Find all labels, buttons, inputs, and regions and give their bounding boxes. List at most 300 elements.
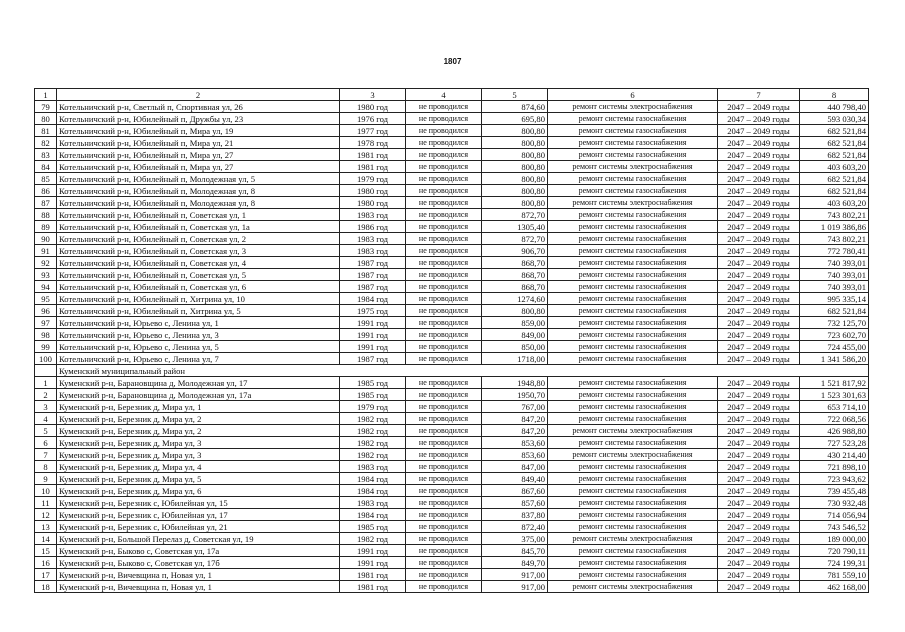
cost-cell: 1 523 301,63 — [800, 389, 869, 401]
work-type-cell: ремонт системы газоснабжения — [548, 353, 718, 365]
address-cell: Котельничский р-н, Юбилейный п, Мира ул, 19 — [57, 125, 340, 137]
table-row — [35, 437, 869, 449]
year-built-cell: 1980 год — [340, 185, 406, 197]
area-cell: 847,20 — [482, 425, 548, 437]
year-built-cell: 1981 год — [340, 581, 406, 593]
repair-period-cell: 2047 – 2049 годы — [718, 377, 800, 389]
last-repair-cell: не проводился — [406, 149, 482, 161]
table-row — [35, 353, 869, 365]
address-cell: Котельничский р-н, Юрьево с, Ленина ул, 7 — [57, 353, 340, 365]
cost-cell: 720 790,11 — [800, 545, 869, 557]
cost-cell: 1 341 586,20 — [800, 353, 869, 365]
repair-period-cell: 2047 – 2049 годы — [718, 329, 800, 341]
address-cell: Котельничский р-н, Юбилейный п, Советская ул, 1 — [57, 209, 340, 221]
repair-period-cell: 2047 – 2049 годы — [718, 569, 800, 581]
row-number-cell: 93 — [35, 269, 57, 281]
area-cell: 375,00 — [482, 533, 548, 545]
repair-period-cell: 2047 – 2049 годы — [718, 137, 800, 149]
address-cell: Котельничский р-н, Юбилейный п, Советская ул, 2 — [57, 233, 340, 245]
cost-cell: 995 335,14 — [800, 293, 869, 305]
cost-cell: 682 521,84 — [800, 149, 869, 161]
work-type-cell: ремонт системы газоснабжения — [548, 293, 718, 305]
area-cell: 857,60 — [482, 497, 548, 509]
work-type-cell: ремонт системы электроснабжения — [548, 533, 718, 545]
cost-cell: 723 943,62 — [800, 473, 869, 485]
table-row — [35, 221, 869, 233]
address-cell: Куменский р-н, Быково с, Советская ул, 17б — [57, 557, 340, 569]
address-cell: Куменский р-н, Березник д, Мира ул, 1 — [57, 401, 340, 413]
last-repair-cell: не проводился — [406, 557, 482, 569]
section-spacer-cell — [35, 365, 57, 377]
year-built-cell: 1977 год — [340, 125, 406, 137]
repair-period-cell: 2047 – 2049 годы — [718, 521, 800, 533]
row-number-cell: 81 — [35, 125, 57, 137]
last-repair-cell: не проводился — [406, 305, 482, 317]
table-row — [35, 269, 869, 281]
row-number-cell: 11 — [35, 497, 57, 509]
work-type-cell: ремонт системы газоснабжения — [548, 473, 718, 485]
table-row — [35, 461, 869, 473]
row-number-cell: 88 — [35, 209, 57, 221]
cost-cell: 724 199,31 — [800, 557, 869, 569]
address-cell: Котельничский р-н, Юбилейный п, Молодежная ул, 8 — [57, 197, 340, 209]
area-cell: 1948,80 — [482, 377, 548, 389]
area-cell: 695,80 — [482, 113, 548, 125]
row-number-cell: 1 — [35, 377, 57, 389]
repair-period-cell: 2047 – 2049 годы — [718, 341, 800, 353]
repair-period-cell: 2047 – 2049 годы — [718, 401, 800, 413]
last-repair-cell: не проводился — [406, 161, 482, 173]
address-cell: Куменский р-н, Березник д, Мира ул, 4 — [57, 461, 340, 473]
last-repair-cell: не проводился — [406, 245, 482, 257]
work-type-cell: ремонт системы газоснабжения — [548, 545, 718, 557]
area-cell: 849,40 — [482, 473, 548, 485]
row-number-cell: 4 — [35, 413, 57, 425]
last-repair-cell: не проводился — [406, 413, 482, 425]
work-type-cell: ремонт системы электроснабжения — [548, 101, 718, 113]
cost-cell: 732 125,70 — [800, 317, 869, 329]
area-cell: 868,70 — [482, 269, 548, 281]
table-row — [35, 377, 869, 389]
repair-period-cell: 2047 – 2049 годы — [718, 233, 800, 245]
table-row — [35, 149, 869, 161]
area-cell: 872,70 — [482, 209, 548, 221]
table-row — [35, 329, 869, 341]
table-row — [35, 113, 869, 125]
year-built-cell: 1979 год — [340, 173, 406, 185]
address-cell: Котельничский р-н, Юбилейный п, Хитрина ул, 5 — [57, 305, 340, 317]
repair-period-cell: 2047 – 2049 годы — [718, 545, 800, 557]
year-built-cell: 1983 год — [340, 209, 406, 221]
area-cell: 917,00 — [482, 569, 548, 581]
address-cell: Куменский р-н, Быково с, Советская ул, 17а — [57, 545, 340, 557]
area-cell: 800,80 — [482, 149, 548, 161]
year-built-cell: 1984 год — [340, 509, 406, 521]
last-repair-cell: не проводился — [406, 389, 482, 401]
work-type-cell: ремонт системы газоснабжения — [548, 125, 718, 137]
repair-period-cell: 2047 – 2049 годы — [718, 437, 800, 449]
address-cell: Котельничский р-н, Юбилейный п, Советская ул, 1а — [57, 221, 340, 233]
page-number: 1807 — [443, 57, 462, 66]
table-row — [35, 557, 869, 569]
cost-cell: 739 455,48 — [800, 485, 869, 497]
work-type-cell: ремонт системы газоснабжения — [548, 389, 718, 401]
year-built-cell: 1979 год — [340, 401, 406, 413]
repair-period-cell: 2047 – 2049 годы — [718, 113, 800, 125]
address-cell: Куменский р-н, Березник д, Мира ул, 2 — [57, 425, 340, 437]
last-repair-cell: не проводился — [406, 137, 482, 149]
area-cell: 800,80 — [482, 185, 548, 197]
column-header: 4 — [406, 89, 482, 101]
cost-cell: 743 802,21 — [800, 233, 869, 245]
year-built-cell: 1987 год — [340, 257, 406, 269]
repair-period-cell: 2047 – 2049 годы — [718, 293, 800, 305]
repair-period-cell: 2047 – 2049 годы — [718, 173, 800, 185]
work-type-cell: ремонт системы газоснабжения — [548, 569, 718, 581]
row-number-cell: 97 — [35, 317, 57, 329]
repair-period-cell: 2047 – 2049 годы — [718, 557, 800, 569]
last-repair-cell: не проводился — [406, 473, 482, 485]
repair-period-cell: 2047 – 2049 годы — [718, 197, 800, 209]
row-number-cell: 91 — [35, 245, 57, 257]
year-built-cell: 1991 год — [340, 557, 406, 569]
area-cell: 1274,60 — [482, 293, 548, 305]
area-cell: 847,00 — [482, 461, 548, 473]
cost-cell: 721 898,10 — [800, 461, 869, 473]
last-repair-cell: не проводился — [406, 293, 482, 305]
work-type-cell: ремонт системы электроснабжения — [548, 581, 718, 593]
address-cell: Котельничский р-н, Юбилейный п, Хитрина ул, 10 — [57, 293, 340, 305]
row-number-cell: 96 — [35, 305, 57, 317]
table-row — [35, 413, 869, 425]
column-header: 6 — [548, 89, 718, 101]
repair-schedule-table — [34, 88, 869, 593]
column-header: 3 — [340, 89, 406, 101]
year-built-cell: 1984 год — [340, 473, 406, 485]
work-type-cell: ремонт системы газоснабжения — [548, 461, 718, 473]
work-type-cell: ремонт системы газоснабжения — [548, 245, 718, 257]
work-type-cell: ремонт системы электроснабжения — [548, 161, 718, 173]
address-cell: Куменский р-н, Барановщина д, Молодежная ул, 17 — [57, 377, 340, 389]
repair-period-cell: 2047 – 2049 годы — [718, 101, 800, 113]
year-built-cell: 1975 год — [340, 305, 406, 317]
area-cell: 800,80 — [482, 197, 548, 209]
year-built-cell: 1985 год — [340, 389, 406, 401]
year-built-cell: 1983 год — [340, 497, 406, 509]
row-number-cell: 79 — [35, 101, 57, 113]
last-repair-cell: не проводился — [406, 461, 482, 473]
area-cell: 850,00 — [482, 341, 548, 353]
cost-cell: 430 214,40 — [800, 449, 869, 461]
year-built-cell: 1978 год — [340, 137, 406, 149]
repair-period-cell: 2047 – 2049 годы — [718, 305, 800, 317]
last-repair-cell: не проводился — [406, 581, 482, 593]
cost-cell: 743 802,21 — [800, 209, 869, 221]
row-number-cell: 94 — [35, 281, 57, 293]
last-repair-cell: не проводился — [406, 485, 482, 497]
row-number-cell: 80 — [35, 113, 57, 125]
cost-cell: 426 988,80 — [800, 425, 869, 437]
work-type-cell: ремонт системы газоснабжения — [548, 497, 718, 509]
repair-period-cell: 2047 – 2049 годы — [718, 161, 800, 173]
cost-cell: 403 603,20 — [800, 161, 869, 173]
cost-cell: 189 000,00 — [800, 533, 869, 545]
work-type-cell: ремонт системы газоснабжения — [548, 317, 718, 329]
repair-period-cell: 2047 – 2049 годы — [718, 209, 800, 221]
last-repair-cell: не проводился — [406, 533, 482, 545]
area-cell: 1950,70 — [482, 389, 548, 401]
address-cell: Котельничский р-н, Юрьево с, Ленина ул, 1 — [57, 317, 340, 329]
row-number-cell: 8 — [35, 461, 57, 473]
row-number-cell: 10 — [35, 485, 57, 497]
row-number-cell: 13 — [35, 521, 57, 533]
repair-period-cell: 2047 – 2049 годы — [718, 425, 800, 437]
row-number-cell: 92 — [35, 257, 57, 269]
area-cell: 847,20 — [482, 413, 548, 425]
last-repair-cell: не проводился — [406, 257, 482, 269]
last-repair-cell: не проводился — [406, 173, 482, 185]
column-header: 2 — [57, 89, 340, 101]
cost-cell: 730 932,48 — [800, 497, 869, 509]
row-number-cell: 100 — [35, 353, 57, 365]
address-cell: Куменский р-н, Березник д, Мира ул, 5 — [57, 473, 340, 485]
cost-cell: 682 521,84 — [800, 305, 869, 317]
year-built-cell: 1982 год — [340, 449, 406, 461]
cost-cell: 740 393,01 — [800, 281, 869, 293]
area-cell: 853,60 — [482, 437, 548, 449]
row-number-cell: 15 — [35, 545, 57, 557]
work-type-cell: ремонт системы газоснабжения — [548, 233, 718, 245]
area-cell: 845,70 — [482, 545, 548, 557]
row-number-cell: 14 — [35, 533, 57, 545]
area-cell: 868,70 — [482, 281, 548, 293]
table-body — [35, 89, 869, 593]
area-cell: 1718,00 — [482, 353, 548, 365]
repair-period-cell: 2047 – 2049 годы — [718, 449, 800, 461]
cost-cell: 593 030,34 — [800, 113, 869, 125]
cost-cell: 682 521,84 — [800, 125, 869, 137]
row-number-cell: 5 — [35, 425, 57, 437]
cost-cell: 743 546,52 — [800, 521, 869, 533]
address-cell: Куменский р-н, Барановщина д, Молодежная ул, 17а — [57, 389, 340, 401]
last-repair-cell: не проводился — [406, 233, 482, 245]
year-built-cell: 1987 год — [340, 281, 406, 293]
table-row — [35, 173, 869, 185]
cost-cell: 740 393,01 — [800, 269, 869, 281]
row-number-cell: 83 — [35, 149, 57, 161]
row-number-cell: 84 — [35, 161, 57, 173]
work-type-cell: ремонт системы газоснабжения — [548, 209, 718, 221]
repair-period-cell: 2047 – 2049 годы — [718, 221, 800, 233]
area-cell: 849,00 — [482, 329, 548, 341]
work-type-cell: ремонт системы газоснабжения — [548, 281, 718, 293]
year-built-cell: 1983 год — [340, 245, 406, 257]
area-cell: 872,70 — [482, 233, 548, 245]
address-cell: Котельничский р-н, Юбилейный п, Мира ул, 27 — [57, 149, 340, 161]
address-cell: Куменский р-н, Березник с, Юбилейная ул, 17 — [57, 509, 340, 521]
work-type-cell: ремонт системы газоснабжения — [548, 173, 718, 185]
table-row — [35, 305, 869, 317]
last-repair-cell: не проводился — [406, 209, 482, 221]
column-header: 7 — [718, 89, 800, 101]
year-built-cell: 1982 год — [340, 425, 406, 437]
column-number-row — [35, 89, 869, 101]
row-number-cell: 82 — [35, 137, 57, 149]
table-row — [35, 449, 869, 461]
cost-cell: 403 603,20 — [800, 197, 869, 209]
work-type-cell: ремонт системы газоснабжения — [548, 341, 718, 353]
year-built-cell: 1991 год — [340, 317, 406, 329]
year-built-cell: 1991 год — [340, 341, 406, 353]
area-cell: 872,40 — [482, 521, 548, 533]
last-repair-cell: не проводился — [406, 341, 482, 353]
repair-period-cell: 2047 – 2049 годы — [718, 125, 800, 137]
table-row — [35, 125, 869, 137]
work-type-cell: ремонт системы газоснабжения — [548, 137, 718, 149]
area-cell: 800,80 — [482, 173, 548, 185]
area-cell: 767,00 — [482, 401, 548, 413]
area-cell: 917,00 — [482, 581, 548, 593]
last-repair-cell: не проводился — [406, 377, 482, 389]
last-repair-cell: не проводился — [406, 221, 482, 233]
column-header: 1 — [35, 89, 57, 101]
address-cell: Котельничский р-н, Юбилейный п, Советская ул, 4 — [57, 257, 340, 269]
address-cell: Куменский р-н, Вичевщина п, Новая ул, 1 — [57, 569, 340, 581]
row-number-cell: 7 — [35, 449, 57, 461]
work-type-cell: ремонт системы газоснабжения — [548, 185, 718, 197]
address-cell: Котельничский р-н, Юрьево с, Ленина ул, 3 — [57, 329, 340, 341]
cost-cell: 682 521,84 — [800, 173, 869, 185]
address-cell: Котельничский р-н, Юбилейный п, Мира ул, 21 — [57, 137, 340, 149]
column-header: 5 — [482, 89, 548, 101]
repair-period-cell: 2047 – 2049 годы — [718, 281, 800, 293]
address-cell: Куменский р-н, Березник с, Юбилейная ул, 21 — [57, 521, 340, 533]
repair-period-cell: 2047 – 2049 годы — [718, 581, 800, 593]
last-repair-cell: не проводился — [406, 497, 482, 509]
last-repair-cell: не проводился — [406, 437, 482, 449]
table-row — [35, 293, 869, 305]
cost-cell: 724 455,00 — [800, 341, 869, 353]
row-number-cell: 99 — [35, 341, 57, 353]
table-row — [35, 233, 869, 245]
address-cell: Котельничский р-н, Юбилейный п, Советская ул, 5 — [57, 269, 340, 281]
column-header: 8 — [800, 89, 869, 101]
area-cell: 800,80 — [482, 125, 548, 137]
row-number-cell: 89 — [35, 221, 57, 233]
last-repair-cell: не проводился — [406, 509, 482, 521]
year-built-cell: 1980 год — [340, 101, 406, 113]
year-built-cell: 1984 год — [340, 485, 406, 497]
row-number-cell: 12 — [35, 509, 57, 521]
cost-cell: 722 068,56 — [800, 413, 869, 425]
address-cell: Куменский р-н, Березник д, Мира ул, 3 — [57, 437, 340, 449]
year-built-cell: 1982 год — [340, 533, 406, 545]
table-row — [35, 161, 869, 173]
table-row — [35, 401, 869, 413]
table-row — [35, 137, 869, 149]
year-built-cell: 1984 год — [340, 293, 406, 305]
year-built-cell: 1987 год — [340, 353, 406, 365]
table-row — [35, 281, 869, 293]
table-row — [35, 497, 869, 509]
year-built-cell: 1981 год — [340, 149, 406, 161]
year-built-cell: 1991 год — [340, 545, 406, 557]
area-cell: 800,80 — [482, 305, 548, 317]
last-repair-cell: не проводился — [406, 521, 482, 533]
area-cell: 800,80 — [482, 137, 548, 149]
work-type-cell: ремонт системы газоснабжения — [548, 329, 718, 341]
work-type-cell: ремонт системы газоснабжения — [548, 437, 718, 449]
repair-period-cell: 2047 – 2049 годы — [718, 497, 800, 509]
area-cell: 849,70 — [482, 557, 548, 569]
address-cell: Куменский р-н, Березник д, Мира ул, 6 — [57, 485, 340, 497]
year-built-cell: 1985 год — [340, 377, 406, 389]
row-number-cell: 6 — [35, 437, 57, 449]
row-number-cell: 95 — [35, 293, 57, 305]
table-row — [35, 533, 869, 545]
cost-cell: 462 168,00 — [800, 581, 869, 593]
year-built-cell: 1976 год — [340, 113, 406, 125]
cost-cell: 727 523,28 — [800, 437, 869, 449]
repair-period-cell: 2047 – 2049 годы — [718, 485, 800, 497]
work-type-cell: ремонт системы газоснабжения — [548, 521, 718, 533]
year-built-cell: 1983 год — [340, 461, 406, 473]
table-row — [35, 545, 869, 557]
section-title: Куменский муниципальный район — [57, 365, 869, 377]
table-row — [35, 389, 869, 401]
repair-period-cell: 2047 – 2049 годы — [718, 473, 800, 485]
table-row — [35, 317, 869, 329]
table-row — [35, 425, 869, 437]
table-row — [35, 245, 869, 257]
year-built-cell: 1982 год — [340, 413, 406, 425]
row-number-cell: 87 — [35, 197, 57, 209]
repair-period-cell: 2047 – 2049 годы — [718, 389, 800, 401]
year-built-cell: 1987 год — [340, 269, 406, 281]
table-row — [35, 101, 869, 113]
cost-cell: 682 521,84 — [800, 185, 869, 197]
cost-cell: 723 602,70 — [800, 329, 869, 341]
area-cell: 1305,40 — [482, 221, 548, 233]
year-built-cell: 1982 год — [340, 437, 406, 449]
work-type-cell: ремонт системы газоснабжения — [548, 149, 718, 161]
cost-cell: 1 521 817,92 — [800, 377, 869, 389]
address-cell: Куменский р-н, Березник д, Мира ул, 2 — [57, 413, 340, 425]
work-type-cell: ремонт системы электроснабжения — [548, 197, 718, 209]
row-number-cell: 90 — [35, 233, 57, 245]
table-row — [35, 341, 869, 353]
work-type-cell: ремонт системы газоснабжения — [548, 257, 718, 269]
last-repair-cell: не проводился — [406, 125, 482, 137]
address-cell: Котельничский р-н, Юбилейный п, Советская ул, 3 — [57, 245, 340, 257]
year-built-cell: 1985 год — [340, 521, 406, 533]
address-cell: Котельничский р-н, Юбилейный п, Мира ул, 27 — [57, 161, 340, 173]
area-cell: 874,60 — [482, 101, 548, 113]
work-type-cell: ремонт системы газоснабжения — [548, 413, 718, 425]
section-row — [35, 365, 869, 377]
area-cell: 859,00 — [482, 317, 548, 329]
year-built-cell: 1981 год — [340, 569, 406, 581]
address-cell: Куменский р-н, Вичевщина п, Новая ул, 1 — [57, 581, 340, 593]
repair-period-cell: 2047 – 2049 годы — [718, 269, 800, 281]
row-number-cell: 98 — [35, 329, 57, 341]
area-cell: 837,80 — [482, 509, 548, 521]
row-number-cell: 86 — [35, 185, 57, 197]
table-row — [35, 209, 869, 221]
repair-period-cell: 2047 – 2049 годы — [718, 185, 800, 197]
address-cell: Куменский р-н, Большой Перелаз д, Советская ул, 19 — [57, 533, 340, 545]
row-number-cell: 85 — [35, 173, 57, 185]
